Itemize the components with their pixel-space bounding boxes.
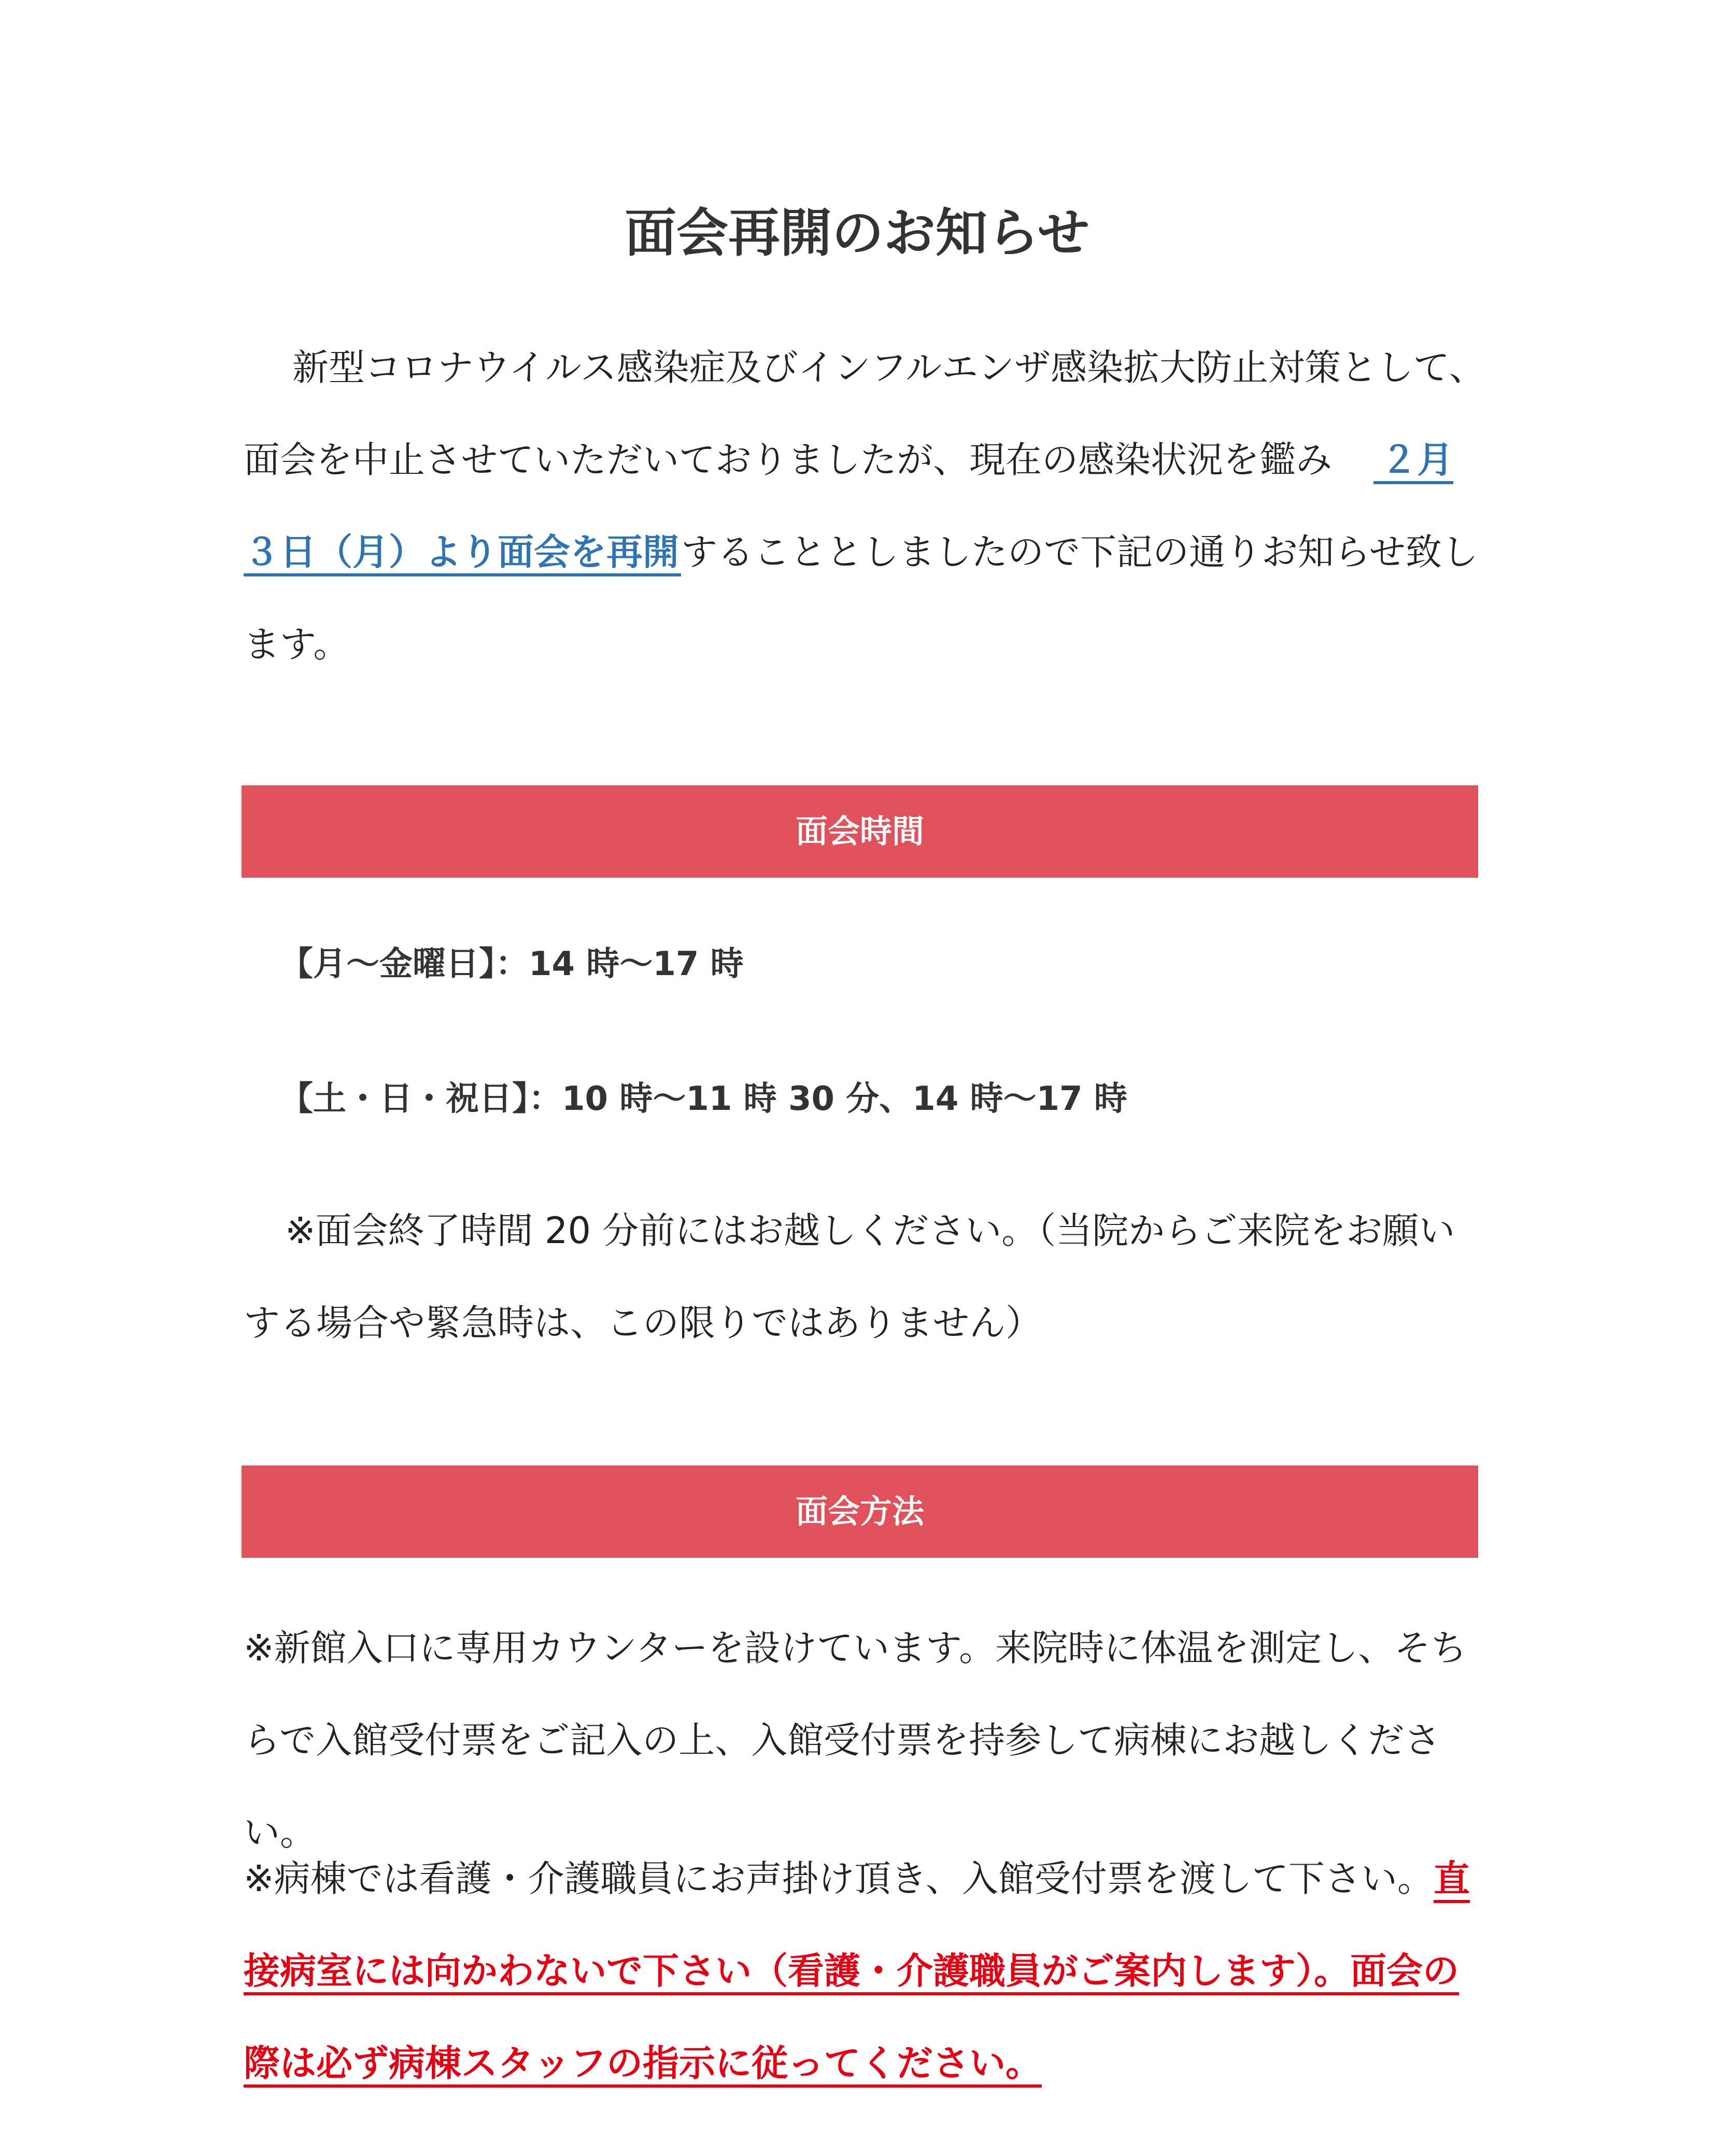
ward-warning-text: 直接病室には向かわないで下さい（看護・介護職員がご案内します）。面会の際は必ず病棟スタッフの指示に従ってください。 <box>244 1857 1470 2088</box>
visiting-method-heading: 面会方法 <box>242 1465 1478 1558</box>
method-item-ward-text: ※病棟では看護・介護職員にお声掛け頂き、入館受付票を渡して下さい。 <box>244 1857 1434 1900</box>
intro-text-before: 新型コロナウイルス感染症及びインフルエンザ感染拡大防止対策として、面会を中止させていただいておりましたが、現在の感染状況を鑑み <box>244 346 1485 481</box>
arrival-note: ※面会終了時間 20 分前にはお越しください。（当院からご来院をお願いする場合や緊急時は、この限りではありません） <box>244 1209 1455 1344</box>
weekday-hours: 【月～金曜日】：14 時～17 時 <box>280 945 744 983</box>
page-title: 面会再開のお知らせ <box>625 203 1089 263</box>
weekend-holiday-hours: 【土・日・祝日】：10 時～11 時 30 分、14 時～17 時 <box>280 1080 1127 1118</box>
intro-paragraph <box>244 321 1488 691</box>
method-item-ward <box>244 1833 1488 2109</box>
visiting-hours-heading: 面会時間 <box>242 785 1478 878</box>
reopen-date-highlight: ２月３日（月）より面会を再開 <box>244 439 1453 576</box>
intro-text-after: することとしましたので下記の通りお知らせ致します。 <box>244 531 1478 666</box>
method-item-reception: ※新館入口に専用カウンターを設けています。来院時に体温を測定し、そちらで入館受付票をご記入の上、入館受付票を持参して病棟にお越しください。 <box>244 1627 1467 1854</box>
